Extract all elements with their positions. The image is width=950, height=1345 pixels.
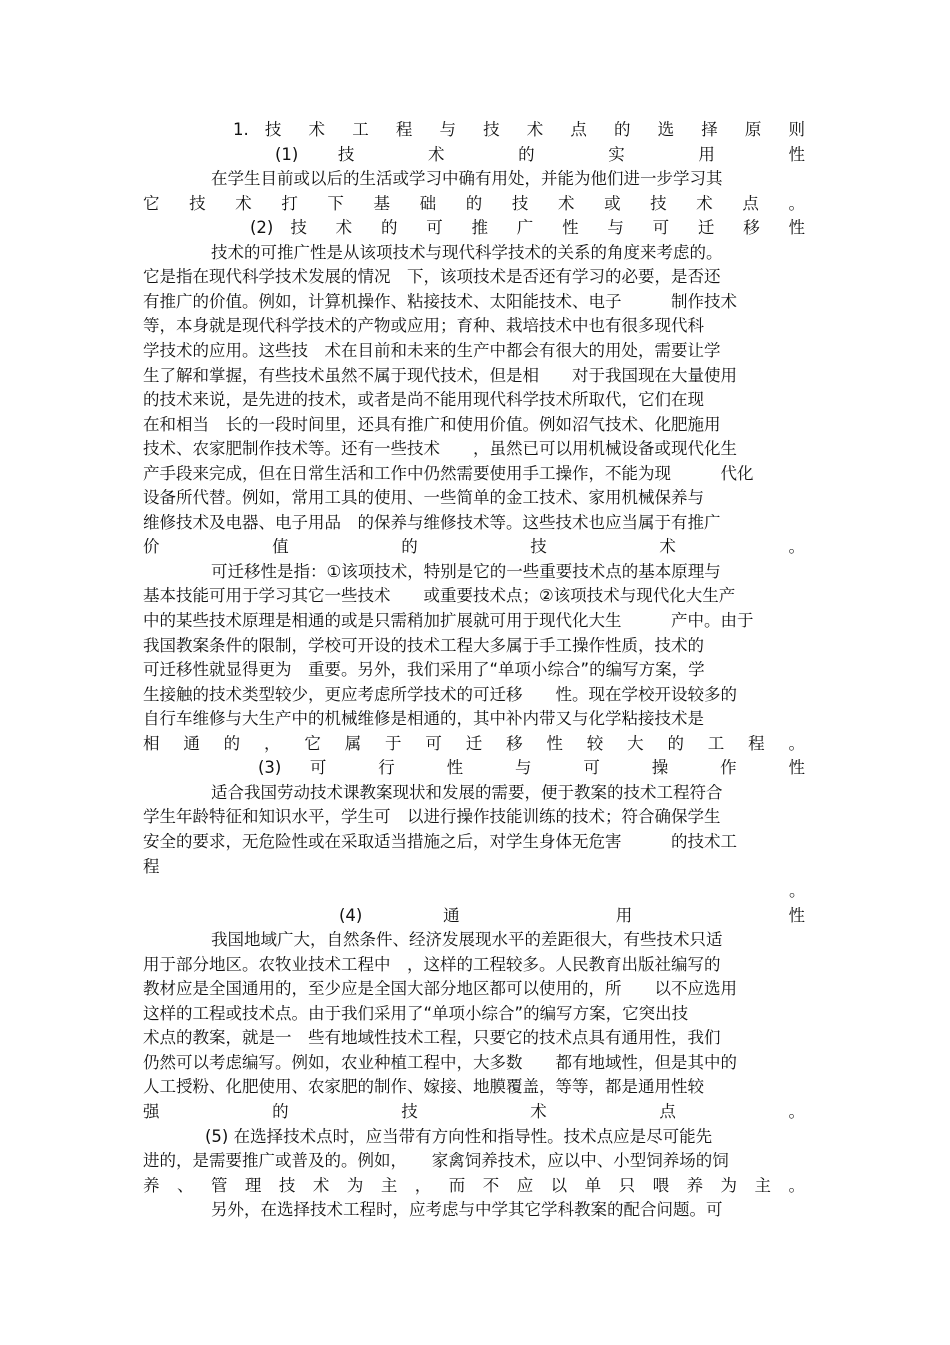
- text-line: 生接触的技术类型较少，更应考虑所学技术的可迁移 性。现在学校开设较多的: [143, 684, 737, 704]
- text-line: 强 的 技 术 点 。: [143, 1102, 805, 1121]
- text-line: 在学生目前或以后的生活或学习中确有用处，并能为他们进一步学习其: [211, 169, 723, 189]
- text-line: 等，本身就是现代科学技术的产物或应用；育种、栽培技术中也有很多现代科: [143, 316, 704, 336]
- text-line: 技术、农家肥制作技术等。还有一些技术 ，虽然已可以用机械设备或现代化生: [143, 439, 737, 459]
- text-line: 中的某些技术原理是相通的或是只需稍加扩展就可用于现代化大生 产中。由于: [143, 611, 754, 630]
- text-line: 适合我国劳动技术课教案现状和发展的需要，便于教案的技术工程符合: [211, 782, 723, 802]
- text-line: 相 通 的 ， 它 属 于 可 迁 移 性 较 大 的 工 程 。: [143, 733, 805, 753]
- text-line: 它 技 术 打 下 基 础 的 技 术 或 技 术 点 。: [143, 193, 805, 213]
- text-line: 另外，在选择技术工程时，应考虑与中学其它学科教案的配合问题。可: [211, 1200, 723, 1220]
- text-line: 自行车维修与大生产中的机械维修是相通的，其中补内带又与化学粘接技术是: [143, 709, 704, 729]
- text-line: 术点的教案，就是一 些有地域性技术工程，只要它的技术点具有通用性，我们: [143, 1028, 721, 1048]
- text-line: 养 、 管 理 技 术 为 主 ， 而 不 应 以 单 只 喂 养 为 主 。: [143, 1175, 805, 1195]
- text-line: 学生年龄特征和知识水平，学生可 以进行操作技能训练的技术；符合确保学生: [143, 807, 721, 827]
- text-line: 学技术的应用。这些技 术在目前和未来的生产中都会有很大的用处，需要让学: [143, 340, 721, 360]
- text-line: 这样的工程或技术点。由于我们采用了“单项小综合”的编写方案，它突出技: [143, 1003, 689, 1023]
- text-line: (3) 可 行 性 与 可 操 作 性: [258, 758, 805, 778]
- text-line: 可迁移性就显得更为 重要。另外，我们采用了“单项小综合”的编写方案，学: [143, 660, 705, 680]
- text-line: 的技术来说，是先进的技术，或者是尚不能用现代科学技术所取代，它们在现: [143, 390, 704, 410]
- text-line: 基本技能可用于学习其它一些技术 或重要技术点；②该项技术与现代化大生产: [143, 586, 736, 606]
- text-line: 生了解和掌握，有些技术虽然不属于现代技术，但是相 对于我国现在大量使用: [143, 365, 737, 385]
- text-line: 设备所代替。例如，常用工具的使用、一些简单的金工技术、家用机械保养与: [143, 488, 704, 508]
- text-line: (1) 技 术 的 实 用 性: [275, 144, 805, 164]
- text-line: 我国教案条件的限制，学校可开设的技术工程大多属于手工操作性质，技术的: [143, 635, 704, 655]
- text-line: 有推广的价值。例如，计算机操作、粘接技术、太阳能技术、电子 制作技术: [143, 291, 737, 311]
- text-line: 人工授粉、化肥使用、农家肥的制作、嫁接、地膜覆盖，等等，都是通用性较: [143, 1077, 704, 1097]
- text-line: 进的，是需要推广或普及的。例如， 家禽饲养技术，应以中、小型饲养场的饲: [143, 1151, 729, 1171]
- text-line: 教材应是全国通用的，至少应是全国大部分地区都可以使用的，所 以不应选用: [143, 979, 737, 999]
- text-line: 我国地域广大，自然条件、经济发展现水平的差距很大，有些技术只适: [211, 930, 723, 950]
- text-line: 用于部分地区。农牧业技术工程中 ，这样的工程较多。人民教育出版社编写的: [143, 954, 721, 974]
- text-line: 。: [789, 881, 806, 901]
- text-line: (4) 通 用 性: [339, 905, 805, 925]
- text-line: 维修技术及电器、电子用品 的保养与维修技术等。这些技术也应当属于有推广: [143, 512, 721, 532]
- text-line: (2) 技 术 的 可 推 广 性 与 可 迁 移 性: [250, 218, 805, 238]
- text-line: 价 值 的 技 术 。: [143, 537, 805, 557]
- text-line: 可迁移性是指：①该项技术，特别是它的一些重要技术点的基本原理与: [211, 561, 721, 581]
- text-line: (5) 在选择技术点时，应当带有方向性和指导性。技术点应是尽可能先: [205, 1126, 713, 1146]
- text-line: 产手段来完成，但在日常生活和工作中仍然需要使用手工操作，不能为现 代化: [143, 463, 754, 483]
- text-line: 安全的要求，无危险性或在采取适当措施之后，对学生身体无危害 的技术工: [143, 831, 737, 851]
- text-line: 程: [143, 856, 160, 876]
- text-line: 仍然可以考虑编写。例如，农业种植工程中，大多数 都有地域性，但是其中的: [143, 1052, 737, 1072]
- text-line: 在和相当 长的一段时间里，还具有推广和使用价值。例如沼气技术、化肥施用: [143, 414, 721, 434]
- text-line: 技术的可推广性是从该项技术与现代科学技术的关系的角度来考虑的。: [211, 242, 723, 262]
- text-line: 1. 技 术 工 程 与 技 术 点 的 选 择 原 则: [233, 120, 805, 139]
- text-line: 它是指在现代科学技术发展的情况 下，该项技术是否还有学习的必要，是否还: [143, 267, 721, 287]
